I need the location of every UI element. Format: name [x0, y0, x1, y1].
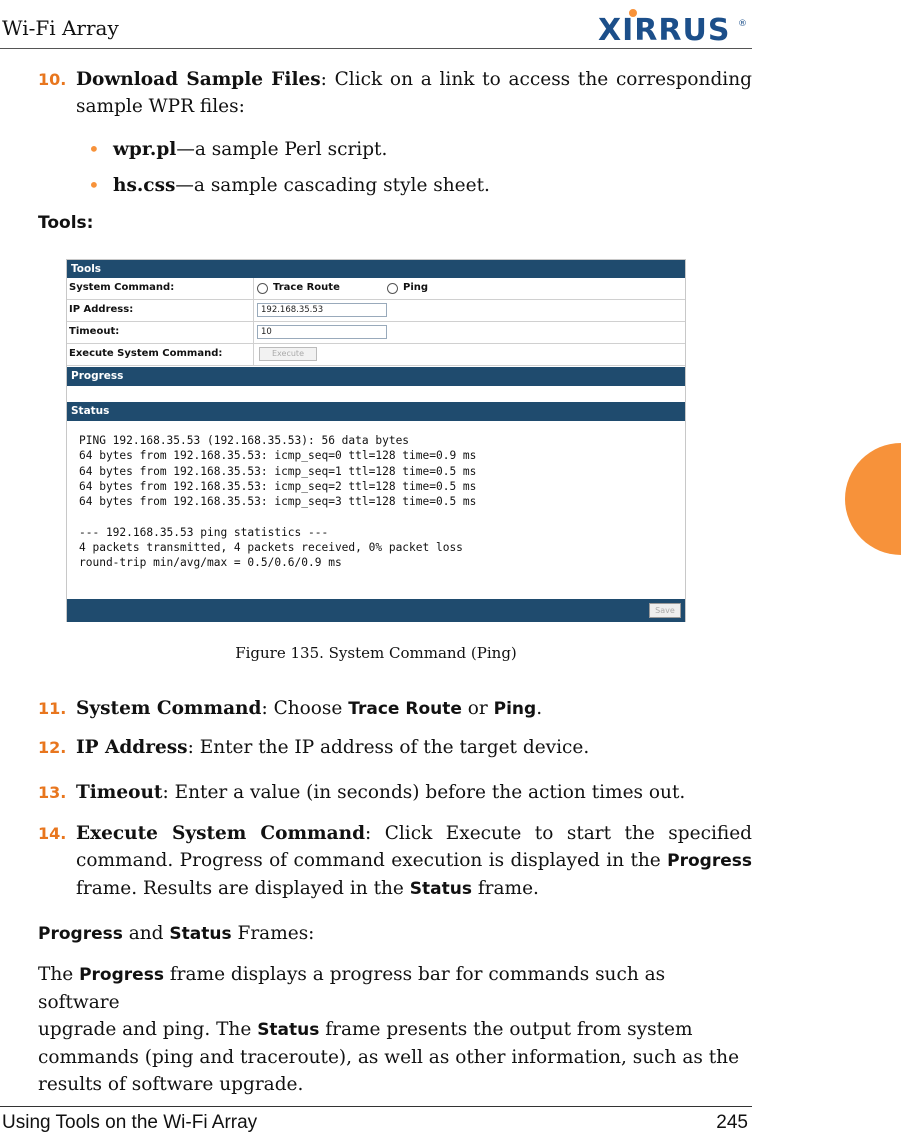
step-10: 10. Download Sample Files: Click on a link to access the corresponding sample WPR files: [38, 66, 752, 120]
logo-wordmark: XIRRUS [598, 13, 731, 44]
xirrus-logo [596, 6, 748, 44]
status-text: PING 192.168.35.53 (192.168.35.53): 56 data bytes 64 bytes from 192.168.35.53: icmp_seq=0 ttl=128 time=0.9 ms 64 bytes from 192.168.35.53: icmp_seq=1 ttl=128 time=0.5 ms 64 bytes from 192.168.35.53: icmp_seq=2 ttl=128 time=0.5 ms 64 bytes from 192.168.35.53: icmp_seq=3 ttl=128 time=0.5 ms --- 192.168.35.53 ping statistics --- 4 packets transmitted, 4 packets received, 0% packet loss round-trip min/avg/max = 0.5/0.6/0.9 ms [79, 434, 477, 570]
frames-paragraph: The Progress frame displays a progress bar for commands such as software upgrade and ping. The Status frame presents the output from system commands (ping and traceroute), as well as other information, such as the results of software upgrade. [38, 964, 740, 1095]
footer-section-title: Using Tools on the Wi-Fi Array [2, 1112, 258, 1133]
step-13: 13. Timeout: Enter a value (in seconds) before the action times out. [38, 782, 686, 803]
system-command-row: System Command: Trace Route Ping [67, 278, 685, 300]
execute-row: Execute System Command: Execute [67, 344, 685, 366]
header-rule [0, 48, 752, 49]
execute-button[interactable]: Execute [259, 347, 317, 361]
footer-rule [0, 1106, 752, 1107]
page-tab-marker [845, 443, 901, 555]
system-command-screenshot [66, 259, 686, 622]
step-14: 14. Execute System Command: Click Execute to start the specified command. Progress of command execution is displayed in the Progress frame. Results are displayed in the Status frame. [38, 823, 752, 899]
figure-caption: Figure 135. System Command (Ping) [235, 644, 517, 662]
bullet-hs: • hs.css—a sample cascading style sheet. [88, 173, 490, 197]
bullet-dot-icon: • [88, 137, 100, 161]
logo-registered-mark: ® [738, 19, 747, 29]
trace-route-radio[interactable] [257, 283, 268, 294]
ip-address-input[interactable] [257, 303, 387, 317]
page-number: 245 [716, 1112, 748, 1133]
timeout-row: Timeout: 10 [67, 322, 685, 344]
status-output [67, 421, 685, 599]
tools-heading: Tools: [38, 213, 94, 233]
timeout-input[interactable] [257, 325, 387, 339]
progress-bar-header: Progress [67, 367, 685, 386]
step-term: Download Sample Files [76, 69, 321, 90]
ping-radio[interactable] [387, 283, 398, 294]
frames-heading: Progress and Status Frames: [38, 923, 315, 944]
save-button[interactable]: Save [649, 603, 681, 618]
save-bar [67, 599, 685, 622]
step-12: 12. IP Address: Enter the IP address of the target device. [38, 737, 590, 758]
ip-address-row: IP Address: 192.168.35.53 [67, 300, 685, 322]
status-bar-header: Status [67, 402, 685, 421]
step-number: 10. [38, 70, 67, 89]
bullet-dot-icon: • [88, 173, 100, 197]
bullet-wpr: • wpr.pl—a sample Perl script. [88, 137, 388, 161]
tools-bar: Tools [67, 260, 685, 278]
running-header-title: Wi-Fi Array [2, 16, 119, 40]
step-11: 11. System Command: Choose Trace Route or Ping. [38, 698, 543, 719]
